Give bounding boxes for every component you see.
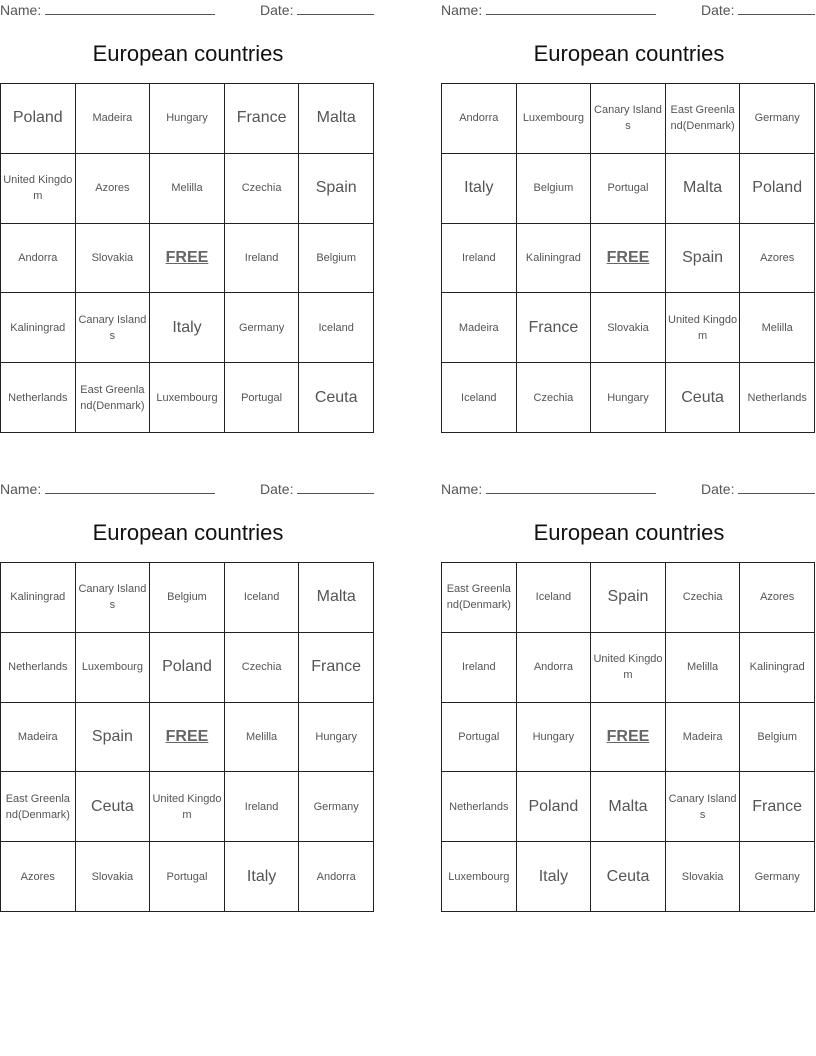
bingo-cell[interactable]: Poland bbox=[517, 772, 592, 842]
bingo-cell[interactable]: Madeira bbox=[442, 293, 517, 363]
bingo-cell[interactable]: Luxembourg bbox=[442, 842, 517, 912]
bingo-cell[interactable]: East Greenland(Denmark) bbox=[1, 772, 76, 842]
bingo-cell[interactable]: Netherlands bbox=[1, 633, 76, 703]
bingo-cell[interactable]: Luxembourg bbox=[517, 84, 592, 154]
bingo-cell[interactable]: France bbox=[299, 633, 374, 703]
bingo-cell[interactable]: Czechia bbox=[666, 563, 741, 633]
bingo-cell[interactable]: Iceland bbox=[225, 563, 300, 633]
bingo-cell[interactable]: Malta bbox=[299, 563, 374, 633]
date-blank-line[interactable] bbox=[738, 2, 815, 15]
bingo-cell[interactable]: Luxembourg bbox=[76, 633, 151, 703]
bingo-cell[interactable]: Melilla bbox=[666, 633, 741, 703]
bingo-cell[interactable]: Belgium bbox=[740, 703, 815, 773]
free-space-cell[interactable]: FREE bbox=[591, 703, 666, 773]
bingo-cell[interactable]: Slovakia bbox=[76, 224, 151, 294]
bingo-cell[interactable]: Canary Islands bbox=[666, 772, 741, 842]
date-field[interactable] bbox=[701, 481, 815, 497]
date-field[interactable] bbox=[701, 2, 815, 18]
name-date-row bbox=[441, 479, 816, 499]
name-date-row bbox=[441, 0, 816, 20]
bingo-cell[interactable]: Kaliningrad bbox=[1, 293, 76, 363]
bingo-cell[interactable]: Melilla bbox=[225, 703, 300, 773]
bingo-cell[interactable]: Canary Islands bbox=[76, 563, 151, 633]
bingo-cell[interactable]: Canary Islands bbox=[591, 84, 666, 154]
bingo-grid bbox=[441, 562, 815, 912]
bingo-cell[interactable]: Kaliningrad bbox=[1, 563, 76, 633]
bingo-cell[interactable]: Spain bbox=[299, 154, 374, 224]
bingo-cell[interactable]: Spain bbox=[591, 563, 666, 633]
bingo-grid bbox=[0, 562, 374, 912]
bingo-cell[interactable]: Germany bbox=[740, 842, 815, 912]
bingo-cell[interactable]: France bbox=[740, 772, 815, 842]
bingo-cell[interactable]: Spain bbox=[666, 224, 741, 294]
bingo-cell[interactable]: Azores bbox=[76, 154, 151, 224]
bingo-cell[interactable]: Iceland bbox=[299, 293, 374, 363]
bingo-cell[interactable]: Malta bbox=[591, 772, 666, 842]
bingo-cell[interactable]: Italy bbox=[225, 842, 300, 912]
bingo-cell[interactable]: East Greenland(Denmark) bbox=[666, 84, 741, 154]
bingo-card-3 bbox=[0, 479, 376, 919]
bingo-cell[interactable]: Poland bbox=[740, 154, 815, 224]
bingo-cell[interactable]: Ireland bbox=[225, 224, 300, 294]
name-field[interactable] bbox=[0, 2, 215, 18]
bingo-cell[interactable]: Ceuta bbox=[591, 842, 666, 912]
bingo-cell[interactable]: Netherlands bbox=[442, 772, 517, 842]
bingo-cell[interactable]: Andorra bbox=[299, 842, 374, 912]
card-title: European countries bbox=[92, 520, 284, 545]
name-blank-line[interactable] bbox=[45, 481, 215, 494]
bingo-cell[interactable]: Andorra bbox=[442, 84, 517, 154]
date-label: Date: bbox=[701, 2, 735, 18]
bingo-cell[interactable]: Poland bbox=[150, 633, 225, 703]
date-label: Date: bbox=[701, 481, 735, 497]
name-date-row bbox=[0, 479, 376, 499]
bingo-cell[interactable]: United Kingdom bbox=[1, 154, 76, 224]
bingo-cell[interactable]: Belgium bbox=[517, 154, 592, 224]
date-blank-line[interactable] bbox=[297, 2, 374, 15]
bingo-cell[interactable]: Italy bbox=[150, 293, 225, 363]
bingo-cell[interactable]: Netherlands bbox=[1, 363, 76, 433]
bingo-cell[interactable]: Iceland bbox=[517, 563, 592, 633]
bingo-cell[interactable]: Andorra bbox=[517, 633, 592, 703]
bingo-card-4 bbox=[441, 479, 816, 919]
bingo-cell[interactable]: East Greenland(Denmark) bbox=[76, 363, 151, 433]
bingo-cell[interactable]: Azores bbox=[1, 842, 76, 912]
card-title: European countries bbox=[92, 41, 284, 66]
bingo-cell[interactable]: Kaliningrad bbox=[740, 633, 815, 703]
date-label: Date: bbox=[260, 2, 294, 18]
bingo-cell[interactable]: Slovakia bbox=[591, 293, 666, 363]
bingo-cell[interactable]: Madeira bbox=[666, 703, 741, 773]
bingo-cell[interactable]: France bbox=[517, 293, 592, 363]
bingo-cell[interactable]: Hungary bbox=[591, 363, 666, 433]
bingo-grid bbox=[441, 83, 815, 433]
name-date-row bbox=[0, 0, 376, 20]
bingo-cell[interactable]: Iceland bbox=[442, 363, 517, 433]
name-label: Name: bbox=[441, 2, 483, 18]
bingo-cell[interactable]: Luxembourg bbox=[150, 363, 225, 433]
bingo-cell[interactable]: Madeira bbox=[1, 703, 76, 773]
free-space-cell[interactable]: FREE bbox=[150, 703, 225, 773]
card-title: European countries bbox=[533, 520, 725, 545]
bingo-cell[interactable]: Portugal bbox=[225, 363, 300, 433]
bingo-card-2 bbox=[441, 0, 816, 440]
bingo-cell[interactable]: Belgium bbox=[150, 563, 225, 633]
name-field[interactable] bbox=[0, 481, 215, 497]
bingo-cell[interactable]: Ireland bbox=[442, 224, 517, 294]
bingo-cell[interactable]: Ceuta bbox=[76, 772, 151, 842]
bingo-cell[interactable]: Portugal bbox=[442, 703, 517, 773]
name-blank-line[interactable] bbox=[45, 2, 215, 15]
bingo-cell[interactable]: Hungary bbox=[299, 703, 374, 773]
bingo-cell[interactable]: Czechia bbox=[225, 154, 300, 224]
bingo-cell[interactable]: Germany bbox=[299, 772, 374, 842]
bingo-cell[interactable]: Andorra bbox=[1, 224, 76, 294]
bingo-cell[interactable]: France bbox=[225, 84, 300, 154]
bingo-cell[interactable]: Hungary bbox=[150, 84, 225, 154]
bingo-cell[interactable]: Italy bbox=[517, 842, 592, 912]
bingo-card-1 bbox=[0, 0, 376, 440]
bingo-cell[interactable]: Ceuta bbox=[299, 363, 374, 433]
bingo-cell[interactable]: Canary Islands bbox=[76, 293, 151, 363]
free-space-cell[interactable]: FREE bbox=[591, 224, 666, 294]
date-blank-line[interactable] bbox=[738, 481, 815, 494]
card-title: European countries bbox=[533, 41, 725, 66]
name-label: Name: bbox=[0, 2, 42, 18]
name-field[interactable] bbox=[441, 2, 656, 18]
bingo-cell[interactable]: Portugal bbox=[150, 842, 225, 912]
bingo-cell[interactable]: Germany bbox=[740, 84, 815, 154]
bingo-cell[interactable]: Czechia bbox=[225, 633, 300, 703]
name-blank-line[interactable] bbox=[486, 2, 656, 15]
bingo-cell[interactable]: Italy bbox=[442, 154, 517, 224]
name-field[interactable] bbox=[441, 481, 656, 497]
bingo-cell[interactable]: Belgium bbox=[299, 224, 374, 294]
bingo-cell[interactable]: Portugal bbox=[591, 154, 666, 224]
name-label: Name: bbox=[0, 481, 42, 497]
bingo-cell[interactable]: Spain bbox=[76, 703, 151, 773]
bingo-cell[interactable]: United Kingdom bbox=[666, 293, 741, 363]
name-label: Name: bbox=[441, 481, 483, 497]
bingo-cell[interactable]: Netherlands bbox=[740, 363, 815, 433]
date-field[interactable] bbox=[260, 481, 374, 497]
bingo-cell[interactable]: Poland bbox=[1, 84, 76, 154]
bingo-cell[interactable]: Germany bbox=[225, 293, 300, 363]
bingo-cell[interactable]: Azores bbox=[740, 224, 815, 294]
bingo-cell[interactable]: East Greenland(Denmark) bbox=[442, 563, 517, 633]
bingo-cell[interactable]: United Kingdom bbox=[591, 633, 666, 703]
bingo-grid bbox=[0, 83, 374, 433]
bingo-cell[interactable]: Ireland bbox=[225, 772, 300, 842]
bingo-cell[interactable]: Slovakia bbox=[76, 842, 151, 912]
date-blank-line[interactable] bbox=[297, 481, 374, 494]
bingo-cell[interactable]: Slovakia bbox=[666, 842, 741, 912]
bingo-cell[interactable]: Malta bbox=[299, 84, 374, 154]
bingo-cell[interactable]: Azores bbox=[740, 563, 815, 633]
bingo-cell[interactable]: Malta bbox=[666, 154, 741, 224]
bingo-cell[interactable]: Melilla bbox=[740, 293, 815, 363]
bingo-cell[interactable]: Ireland bbox=[442, 633, 517, 703]
bingo-cell[interactable]: United Kingdom bbox=[150, 772, 225, 842]
name-blank-line[interactable] bbox=[486, 481, 656, 494]
bingo-cell[interactable]: Kaliningrad bbox=[517, 224, 592, 294]
free-space-cell[interactable]: FREE bbox=[150, 224, 225, 294]
bingo-cell[interactable]: Czechia bbox=[517, 363, 592, 433]
bingo-cell[interactable]: Melilla bbox=[150, 154, 225, 224]
bingo-cell[interactable]: Hungary bbox=[517, 703, 592, 773]
date-label: Date: bbox=[260, 481, 294, 497]
bingo-cell[interactable]: Ceuta bbox=[666, 363, 741, 433]
bingo-cell[interactable]: Madeira bbox=[76, 84, 151, 154]
date-field[interactable] bbox=[260, 2, 374, 18]
